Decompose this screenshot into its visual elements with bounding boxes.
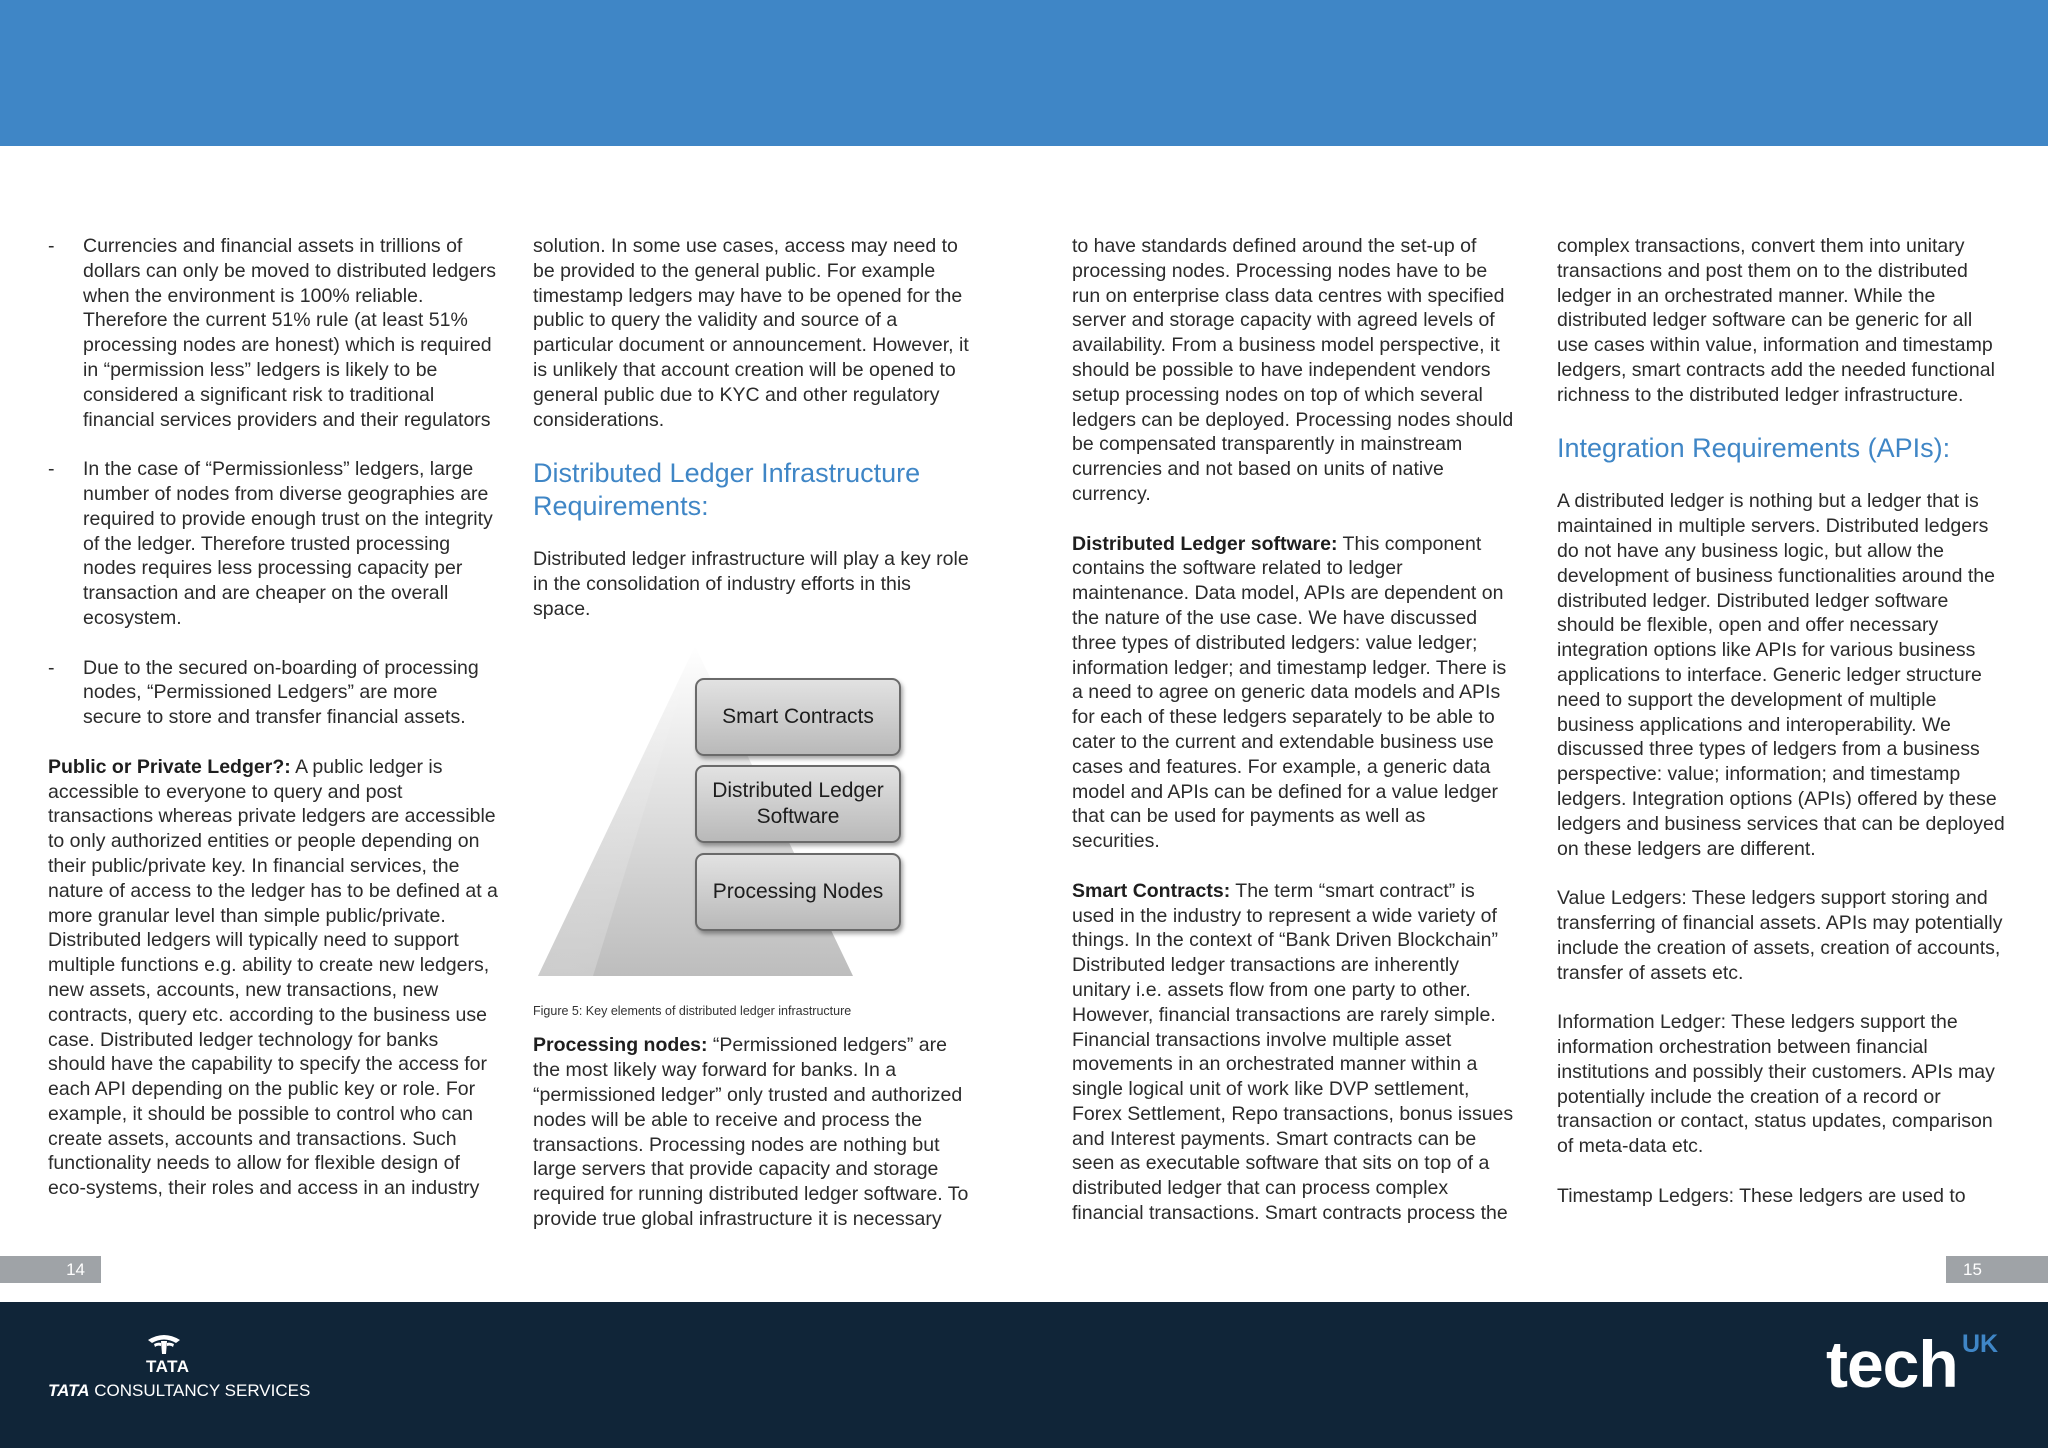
ledger-software-paragraph (1072, 532, 1517, 854)
standards-paragraph: to have standards defined around the set-up of processing nodes. Processing nodes have to be run on enterprise class data centres with specified server and storage capacity with agreed levels of availability. From a business model perspective, it should be possible to have independent vendors setup processing nodes on top of which several ledgers can be deployed. Processing nodes should be compensated transparently in mainstream currencies and not based on units of native currency. (1072, 235, 1514, 505)
infrastructure-paragraph: Distributed ledger infrastructure will play a key role in the consolidation of industry efforts in this space. (533, 548, 969, 620)
smart-contracts-paragraph (1072, 879, 1517, 1226)
column-1 (48, 234, 498, 1226)
box-label: Distributed Ledger Software (712, 779, 884, 829)
tcs-rest: CONSULTANCY SERVICES (94, 1381, 311, 1400)
top-banner (0, 0, 2048, 146)
bullet-item (48, 457, 498, 631)
box-label: Processing Nodes (712, 880, 884, 904)
public-private-text: A public ledger is accessible to everyone to query and post transactions whereas private ledgers are accessible to only authorized entities or people depending on their public/private key. In financial services, the nature of access to the ledger has to be defined at a more granular level than simple public/private. Distributed ledgers will typically need to support multiple functions e.g. ability to create new ledgers, new assets, accounts, new transactions, new contracts, query etc. according to the business use case. Distributed ledger technology for banks should have the capability to specify the access for each API depending on the public key or role. For example, it should be possible to control who can create assets, accounts and transactions. Such functionality needs to allow for flexible design of eco-systems, their roles and access in an industry (48, 755, 498, 1200)
smart-contracts-text: The term “smart contract” is used in the industry to represent a wide variety of things. In the context of “Bank Driven Blockchain” Distributed ledger transactions are inherently unitary i.e. assets flow from one party to other. However, financial transactions are rarely simple. Financial transactions involve multiple asset movements in an orchestrated manner within a single logical unit of work like DVP settlement, Forex Settlement, Repo transactions, bonus issues and Interest payments. Smart contracts can be seen as executable software that sits on top of a distributed ledger that can process complex financial transactions. Smart contracts process the (1072, 879, 1514, 1225)
public-private-paragraph (48, 755, 498, 1201)
access-paragraph: solution. In some use cases, access may need to be provided to the general public. For example timestamp ledgers may have to be opened for the public to query the validity and source of a particular document or announcement. However, it is unlikely that account creation will be opened to general public due to KYC and other regulatory considerations. (533, 235, 969, 431)
tata-wordmark: TATA (146, 1357, 190, 1376)
tcs-name (48, 1381, 310, 1401)
column-3 (1072, 234, 1517, 1251)
processing-nodes-text: “Permissioned ledgers” are the most likely way forward for banks. In a “permissioned ledger” only trusted and authorized nodes will be able to receive and process the transactions. Processing nodes are nothing but large servers that provide capacity and storage required for running distributed ledger software. To provide true global infrastructure it is necessary (533, 1034, 969, 1230)
techuk-logo (1826, 1326, 2006, 1406)
page-number-right (1946, 1256, 2048, 1283)
integration-paragraph: A distributed ledger is nothing but a ledger that is maintained in multiple servers. Distributed ledgers do not have any business logic, but allow the development of business functionalities around the distributed ledger. Distributed ledger software should be flexible, open and offer necessary integration options like APIs for various business applications to interface. Generic ledger structure need to support the development of multiple business applications and interoperability. We discussed three types of ledgers from a business perspective: value; information; and timestamp ledgers. Integration options (APIs) offered by these ledgers and business services that can be deployed on these ledgers are different. (1557, 490, 2005, 860)
public-private-label: Public or Private Ledger?: (48, 755, 291, 778)
tcs-logo (48, 1332, 311, 1407)
complex-transactions-paragraph: complex transactions, convert them into unitary transactions and post them on to the distributed ledger in an orchestrated manner. While the distributed ledger software can be generic for all use cases within value, information and timestamp ledgers, smart contracts add the needed functional richness to the distributed ledger infrastructure. (1557, 235, 1995, 406)
tcs-brand: TATA (48, 1381, 90, 1400)
distributed-ledger-software-box (695, 765, 901, 843)
smart-contracts-label: Smart Contracts: (1072, 879, 1231, 902)
bullet-item (48, 234, 498, 432)
footer-bar (0, 1302, 2048, 1448)
processing-nodes-box (695, 853, 901, 931)
figure-caption: Figure 5: Key elements of distributed ledger infrastructure (533, 1004, 852, 1019)
value-ledgers-paragraph: Value Ledgers: These ledgers support storing and transferring of financial assets. APIs may potentially include the creation of assets, creation of accounts, transfer of assets etc. (1557, 887, 2003, 984)
timestamp-ledgers-paragraph: Timestamp Ledgers: These ledgers are used to (1557, 1184, 1966, 1207)
information-ledger-paragraph: Information Ledger: These ledgers support the information orchestration between financial institutions and possibly their customers. APIs may potentially include the creation of a record or transaction or contact, status updates, comparison of meta-data etc. (1557, 1011, 1995, 1158)
column-2 (533, 234, 973, 1257)
bullet-dash: - (48, 235, 55, 257)
bullet-text: Currencies and financial assets in trillions of dollars can only be moved to distributed ledgers when the environment is 100% reliable. Therefore the current 51% rule (at least 51% processing nodes are honest) which is required in “permission less” ledgers is likely to be considered a significant risk to traditional financial services providers and their regulators (83, 235, 496, 431)
bullet-text: Due to the secured on-boarding of processing nodes, “Permissioned Ledgers” are more secure to store and transfer financial assets. (83, 656, 479, 729)
techuk-super: UK (1962, 1330, 1999, 1358)
column-4 (1557, 234, 2007, 1233)
bullet-text: In the case of “Permissionless” ledgers, large number of nodes from diverse geographies are required to provide enough trust on the integrity of the ledger. Therefore trusted processing nodes requires less processing capacity per transaction and are cheaper on the overall ecosystem. (83, 458, 493, 629)
integration-heading: Integration Requirements (APIs): (1557, 433, 1951, 464)
tata-emblem-icon (144, 1332, 184, 1356)
processing-nodes-paragraph (533, 1033, 973, 1231)
smart-contracts-box (695, 678, 901, 756)
page-number-text: 15 (1963, 1260, 1982, 1279)
infrastructure-figure (533, 646, 973, 1001)
processing-nodes-label: Processing nodes: (533, 1034, 708, 1057)
infrastructure-heading: Distributed Ledger Infrastructure Requirements: (533, 458, 921, 522)
ledger-software-text: This component contains the software related to ledger maintenance. Data model, APIs are dependent on the nature of the use case. We have discussed three types of distributed ledgers: value ledger; information ledger; and timestamp ledger. There is a need to agree on generic data models and APIs for each of these ledgers separately to be able to cater to the current and extendable business use cases and features. For example, a generic data model and APIs can be defined for a value ledger that can be used for payments as well as securities. (1072, 532, 1507, 853)
ledger-software-label: Distributed Ledger software: (1072, 532, 1338, 555)
page-number-text: 14 (66, 1260, 85, 1279)
box-label: Smart Contracts (722, 705, 874, 729)
bullet-dash: - (48, 656, 55, 679)
bullet-item (48, 656, 498, 730)
techuk-main: tech (1826, 1327, 1958, 1401)
page-number-left (0, 1256, 101, 1283)
bullet-dash: - (48, 458, 55, 481)
